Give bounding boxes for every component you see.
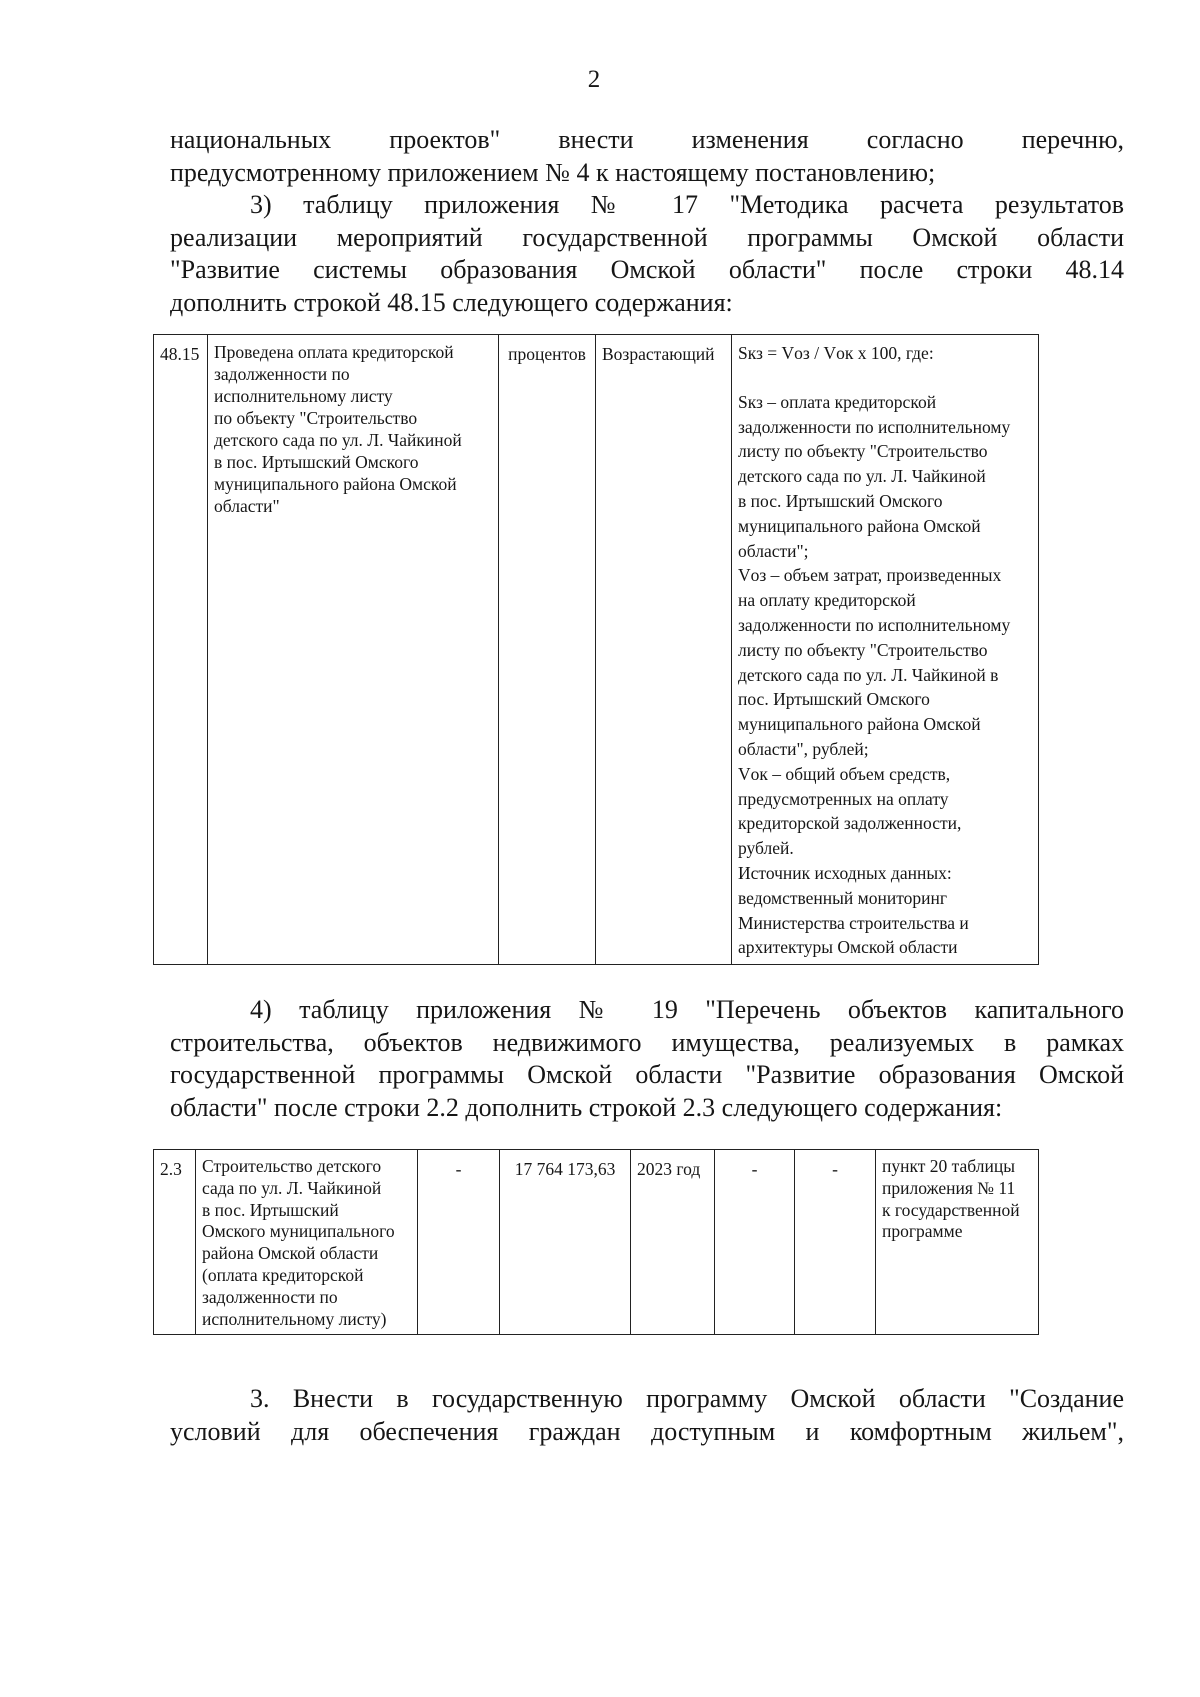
text-line: исполнительному листу: [214, 386, 393, 406]
paragraph-item-3-housing: [170, 1383, 1124, 1448]
text-line: предусмотренному приложением № 4 к настоящему постановлению;: [170, 157, 936, 187]
trend-cell: [596, 335, 732, 965]
text-line: на оплату кредиторской: [738, 590, 916, 611]
table-row-2-3: [154, 1150, 1039, 1335]
page-number: 2: [587, 66, 601, 93]
column-7-cell: [795, 1150, 876, 1335]
table-appendix-19: [153, 1149, 1039, 1335]
text-line: задолженности по: [214, 364, 350, 384]
text-line: области" после строки 2.2 дополнить строкой 2.3 следующего содержания:: [170, 1092, 1003, 1122]
year-value: 2023 год: [637, 1159, 701, 1179]
row-number: 48.15: [160, 344, 200, 364]
column-6-cell: [715, 1150, 795, 1335]
text-line: Vоз – объем затрат, произведенных: [738, 565, 1002, 586]
text-line: к государственной: [882, 1199, 1020, 1220]
text-line: 3. Внести в государственную программу Омской области "Создание: [250, 1384, 1124, 1413]
text-line: рублей.: [738, 838, 794, 859]
text-line: архитектуры Омской области: [738, 937, 958, 958]
paragraph-item-3: [170, 189, 1124, 319]
text-line: ведомственный мониторинг: [738, 887, 948, 908]
text-line: муниципального района Омской: [738, 515, 981, 536]
row-number-cell: [154, 1150, 196, 1335]
text-line: Министерства строительства и: [738, 912, 969, 933]
text-line: Источник исходных данных:: [738, 862, 952, 883]
indicator-name-cell: [208, 335, 499, 965]
text-line: исполнительному листу): [202, 1308, 387, 1329]
text-line: 4) таблицу приложения № 19 "Перечень объектов капитального: [250, 995, 1124, 1024]
text-line: государственной программы Омской области "Развитие образования Омской: [170, 1060, 1124, 1089]
text-line: детского сада по ул. Л. Чайкиной в: [738, 664, 999, 685]
text-line: сада по ул. Л. Чайкиной: [202, 1177, 382, 1198]
text-line: (оплата кредиторской: [202, 1264, 364, 1285]
text-line: муниципального района Омской: [738, 714, 981, 735]
text-line: задолженности по: [202, 1286, 338, 1307]
table-appendix-17: [153, 334, 1039, 965]
text-line: в пос. Иртышский: [202, 1199, 339, 1220]
table-row-48-15: [154, 335, 1039, 965]
amount-value: 17 764 173,63: [514, 1159, 616, 1179]
text-line: области", рублей;: [738, 738, 869, 759]
text-line: приложения № 11: [882, 1177, 1016, 1198]
text-line: кредиторской задолженности,: [738, 813, 962, 834]
formula-head: Sкз = Vоз / Vок х 100, где:: [738, 343, 934, 363]
paragraph-national-projects: [170, 124, 1124, 189]
text-line: в пос. Иртышский Омского: [214, 452, 419, 472]
text-line: национальных проектов" внести изменения согласно перечню,: [170, 125, 1124, 154]
amount-cell: [500, 1150, 631, 1335]
paragraph-item-4: [170, 994, 1124, 1124]
column-3-cell: [418, 1150, 500, 1335]
text-line: Sкз – оплата кредиторской: [738, 391, 937, 412]
text-line: по объекту "Строительство: [214, 408, 418, 428]
trend-value: Возрастающий: [602, 344, 715, 364]
text-line: листу по объекту "Строительство: [738, 441, 988, 462]
text-line: пос. Иртышский Омского: [738, 689, 930, 710]
formula-cell: [732, 335, 1039, 965]
note-cell: [876, 1150, 1039, 1335]
text-line: предусмотренных на оплату: [738, 788, 949, 809]
text-line: листу по объекту "Строительство: [738, 639, 988, 660]
text-line: пункт 20 таблицы: [882, 1156, 1015, 1176]
row-number-cell: [154, 335, 208, 965]
text-line: детского сада по ул. Л. Чайкиной: [738, 466, 986, 487]
year-cell: [631, 1150, 715, 1335]
text-line: муниципального района Омской: [214, 474, 457, 494]
text-line: в пос. Иртышский Омского: [738, 490, 943, 511]
text-line: дополнить строкой 48.15 следующего содержания:: [170, 287, 733, 317]
text-line: реализации мероприятий государственной программы Омской области: [170, 222, 1124, 252]
formula-description: [738, 390, 1032, 960]
text-line: задолженности по исполнительному: [738, 416, 1011, 437]
text-line: Омского муниципального: [202, 1221, 395, 1242]
text-line: Проведена оплата кредиторской: [214, 342, 454, 362]
text-line: Строительство детского: [202, 1156, 382, 1176]
text-line: задолженности по исполнительному: [738, 614, 1011, 635]
text-line: района Омской области: [202, 1243, 379, 1264]
column-7-value: -: [832, 1159, 838, 1179]
text-line: программе: [882, 1221, 963, 1242]
text-line: Vок – общий объем средств,: [738, 763, 951, 784]
text-line: области";: [738, 540, 809, 561]
text-line: 3) таблицу приложения № 17 "Методика расчета результатов: [250, 190, 1124, 219]
text-line: области": [214, 496, 280, 516]
object-name-cell: [196, 1150, 418, 1335]
column-6-value: -: [751, 1159, 758, 1179]
unit-value: процентов: [508, 344, 586, 364]
unit-cell: [499, 335, 596, 965]
row-number: 2.3: [160, 1159, 182, 1179]
text-line: детского сада по ул. Л. Чайкиной: [214, 430, 462, 450]
text-line: строительства, объектов недвижимого имущества, реализуемых в рамках: [170, 1027, 1124, 1057]
column-3-value: -: [455, 1159, 462, 1179]
text-line: "Развитие системы образования Омской области" после строки 48.14: [170, 255, 1124, 284]
text-line: условий для обеспечения граждан доступным и комфортным жильем",: [170, 1416, 1124, 1446]
